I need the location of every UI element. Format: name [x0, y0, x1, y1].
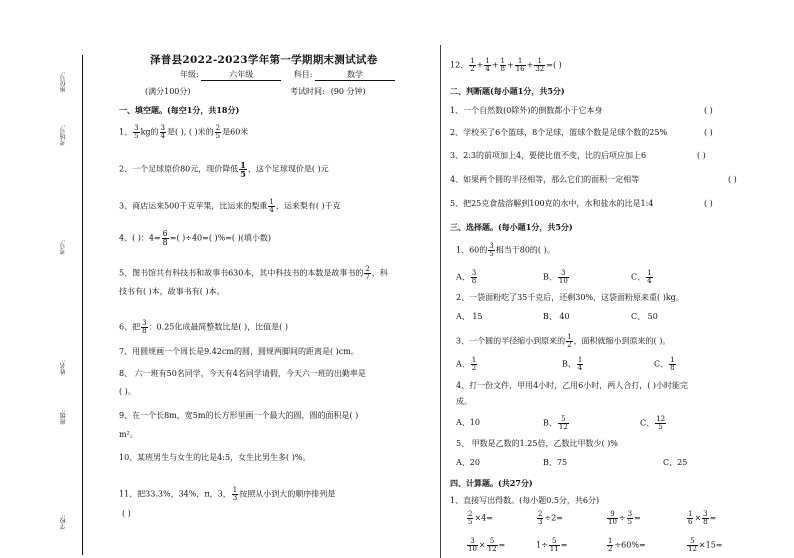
question-1-5: 5、图书馆共有科技书和故事书630本，其中科技书的本数是故事书的 $\frac{2}{7}$ ，科: [119, 265, 388, 281]
binding-label-room: 考场号:: [60, 125, 67, 146]
calc-1-2: $\frac{2}{3}$ ÷2=: [538, 510, 563, 526]
calc-2-2: 1÷ $\frac{5}{11}$ =: [536, 537, 568, 553]
binding-label-school: 学校:: [60, 515, 67, 530]
choice-1-option-c: C、 $\frac{1}{4}$: [631, 269, 652, 285]
judge-3-paren: ( ): [697, 151, 706, 160]
section-3-heading: 三、选择题。(每小题1分，共5分): [450, 222, 573, 232]
section-2-heading: 二、判断题(每小题1分，共5分): [450, 86, 565, 96]
choice-4-option-a: A、10: [456, 418, 480, 427]
choice-4-option-b: B、 $\frac{5}{12}$: [543, 415, 568, 431]
judge-4-paren: ( ): [728, 175, 737, 184]
subject-field: 数学: [315, 70, 395, 81]
choice-3-option-a: A、 $\frac{1}{2}$: [456, 356, 477, 372]
question-1-1: 1、 $\frac{3}{5}$ kg的 $\frac{3}{4}$ 是( ), ( )米的 $\frac{2}{5}$ 是60米: [119, 124, 249, 140]
judge-1: 1、一个自然数(0除外)的倒数都小于它本身: [450, 106, 603, 115]
choice-3: 3、一个圆的半径缩小到原来的 $\frac{1}{2}$ ，面积就缩小到原来的( )。: [456, 333, 671, 349]
choice-5: 5、 甲数是乙数的1.25倍，乙数比甲数少( )%: [456, 439, 618, 448]
choice-2-option-c: C、 50: [631, 312, 658, 321]
calc-1-3: $\frac{9}{10}$ ÷ $\frac{3}{5}$ =: [608, 510, 641, 526]
question-1-9-line2: m²。: [119, 430, 138, 439]
grade-field: 六年级: [201, 70, 281, 81]
calc-2-3: $\frac{1}{2}$ ÷60%=: [608, 537, 646, 553]
choice-1-option-b: B、 $\frac{3}{10}$: [543, 269, 568, 285]
calc-1-1: $\frac{2}{5}$ ×4=: [468, 510, 493, 526]
column-divider: [440, 45, 441, 558]
score-note: (满分100分): [145, 87, 191, 96]
exam-title: 泽普县2022-2023学年第一学期期末测试试卷: [150, 54, 378, 66]
binding-label-class: 班级:: [60, 410, 67, 425]
binding-line: [82, 55, 83, 555]
question-1-2: 2、一个足球原价80元，现价降低 $\frac{1}{5}$ ，这个足球现价是( )元: [119, 160, 329, 179]
calc-2-1: $\frac{3}{10}$ × $\frac{5}{12}$ =: [468, 537, 506, 553]
question-1-12: 12、 $\frac{1}{2}$ + $\frac{1}{4}$ + $\frac{1}{8}$ + $\frac{1}{16}$ + $\frac{1}{32}$ =( ): [450, 57, 562, 73]
choice-5-option-b: B、75: [543, 458, 568, 467]
choice-5-option-c: C、25: [663, 458, 688, 467]
choice-4-line2: 成。: [456, 397, 472, 406]
choice-1-option-a: A、 $\frac{3}{8}$: [456, 269, 477, 285]
binding-label-seat: 座位号:: [60, 72, 67, 93]
judge-4: 4、如果两个圆的半径相等，那么它们的面积一定相等: [450, 175, 640, 184]
question-1-5-line2: 技书有( )本，故事书有( )本。: [119, 287, 225, 296]
choice-2: 2、一袋面粉吃了35千克后，还剩30%，这袋面粉原来重( )kg。: [456, 293, 684, 302]
question-1-11-line2: ( ): [122, 509, 131, 518]
judge-5-paren: ( ): [704, 199, 713, 208]
grade-row: 年级: 六年级 科目: 数学: [180, 70, 395, 81]
calc-2-4: $\frac{5}{12}$ ×15=: [688, 537, 723, 553]
choice-4: 4、打一份文件，甲用4小时，乙用6小时，两人合打，( )小时能完: [456, 381, 689, 390]
question-1-6: 6、把 $\frac{3}{8}$ ：0.25化成最简整数比是( )，比值是( ): [119, 319, 288, 335]
judge-3: 3、2:3的前项加上4，要使比值不变，比的后项应加上6: [450, 151, 647, 160]
question-1-9: 9、在一个长8m，宽5m的长方形里画一个最大的圆，圆的面积是( ): [119, 411, 359, 420]
section-4-heading: 四、计算题。(共27分): [450, 478, 533, 488]
judge-5: 5、把25克食盐溶解到100克的水中，水和盐水的比是1:4: [450, 199, 654, 208]
calc-1-4: $\frac{1}{6}$ × $\frac{3}{8}$ =: [688, 510, 717, 526]
time-row: 考试时间: (90 分钟): [290, 87, 366, 96]
question-1-3: 3、商店运来500千克苹果，比运来的梨重 $\frac{1}{4}$ ，运来梨有( )千克: [119, 198, 341, 214]
question-1-11: 11、把33.3%，34%，π，3， $\frac{1}{3}$ 按照从小到大的顺序排列是: [119, 486, 336, 502]
choice-1: 1、60的 $\frac{3}{5}$ 相当于80的( )。: [456, 242, 555, 258]
section-1-heading: 一、填空题。(每空1分，共18分): [119, 105, 240, 115]
judge-2: 2、学校买了6个篮球，8个足球，篮球个数是足球个数的25%: [450, 128, 668, 137]
choice-5-option-a: A、20: [456, 458, 480, 467]
choice-2-option-b: B、 40: [543, 312, 570, 321]
choice-3-option-c: C、 $\frac{1}{8}$: [654, 356, 675, 372]
question-1-10: 10、某班男生与女生的比是4:5，女生比男生多( )%。: [119, 453, 311, 462]
question-1-8: 8、 六一班有50名同学，今天有4名同学请假，今天六一班的出勤率是: [119, 369, 366, 378]
question-1-4: 4、( )：4= $\frac{6}{8}$ =( )÷40=( )%=( )(填小数): [119, 229, 271, 247]
choice-3-option-b: B、 $\frac{1}{4}$: [562, 356, 583, 372]
question-1-8-line2: ( )。: [119, 387, 136, 396]
question-1-7: 7、用圆规画一个周长是9.42cm的圆，圆规两脚间的距离是( )cm。: [119, 347, 359, 356]
judge-2-paren: ( ): [704, 128, 713, 137]
binding-label-name: 姓名:: [60, 360, 67, 375]
judge-1-paren: ( ): [704, 106, 713, 115]
choice-4-option-c: C、 $\frac{12}{5}$: [640, 415, 666, 431]
choice-2-option-a: A、 15: [456, 312, 483, 321]
binding-label-id: 考号:: [60, 240, 67, 255]
calc-subheading: 1、直接写出得数。(每小题0.5分，共6分): [450, 496, 600, 505]
